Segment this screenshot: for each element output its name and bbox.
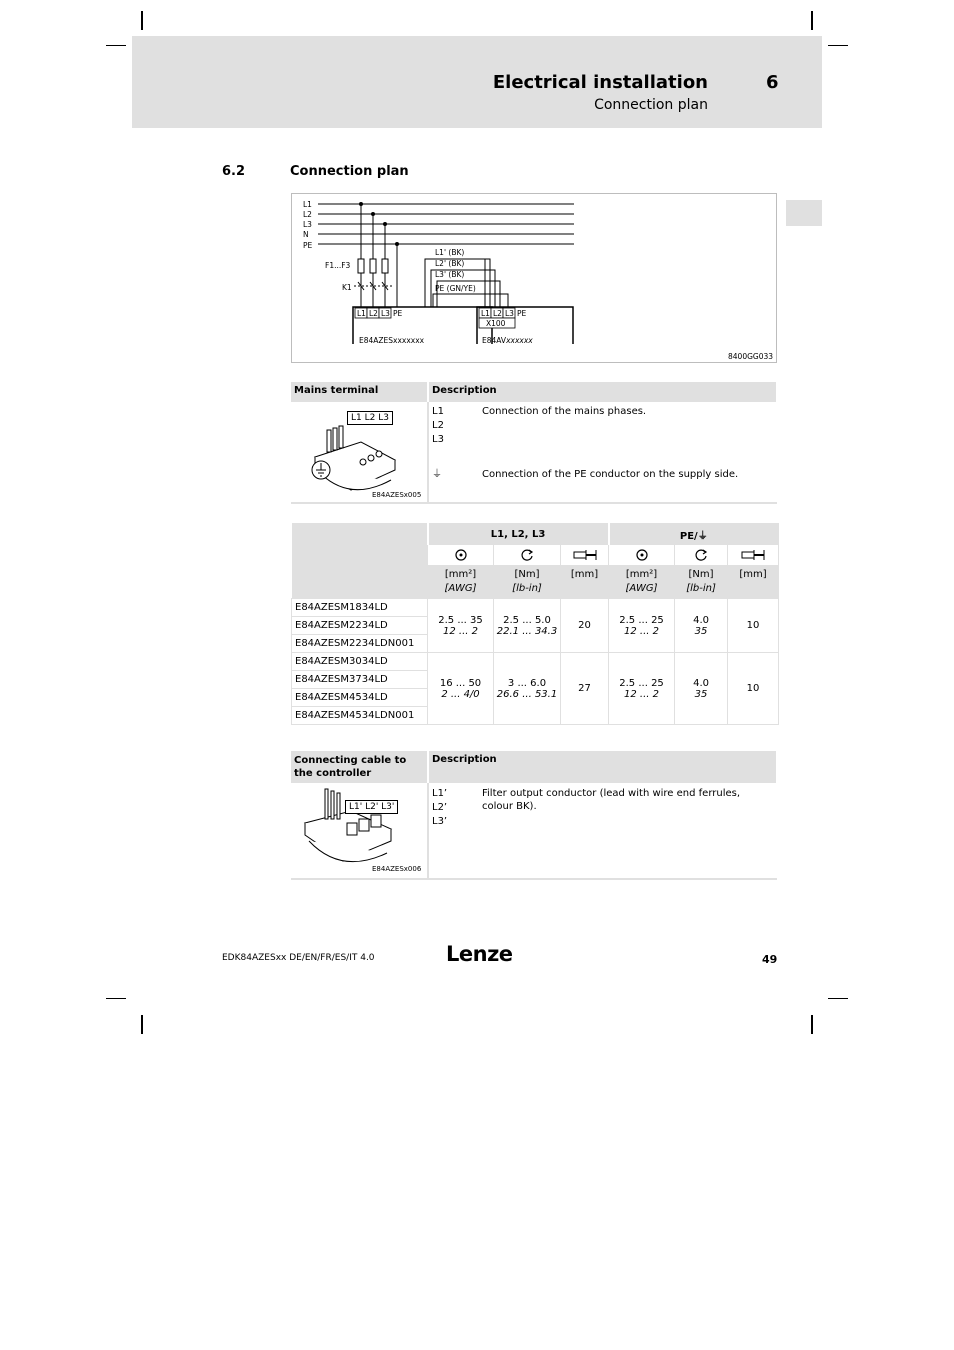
filter-name: E84AZESxxxxxxx bbox=[359, 336, 425, 345]
inverter-terminal-label: L3 bbox=[505, 309, 514, 318]
terminal-description: Connection of the PE conductor on the supply side. bbox=[482, 469, 739, 480]
chapter-number: 6 bbox=[766, 72, 779, 93]
spec-value: 3 ... 6.0 26.6 ... 53.1 bbox=[494, 653, 561, 725]
spec-value: 16 ... 50 2 ... 4/0 bbox=[428, 653, 494, 725]
spec-value: 10 bbox=[728, 653, 779, 725]
terminal-designations: L1’ L2’ L3’ bbox=[432, 788, 448, 827]
spec-value: 27 bbox=[561, 653, 609, 725]
unit-cell: [mm²] [AWG] bbox=[609, 566, 675, 599]
model-name: E84AZESM3034LD bbox=[292, 653, 428, 671]
line-label: L1 bbox=[303, 200, 312, 209]
inverter-name: E84AVxxxxxx bbox=[482, 336, 533, 345]
spec-value: 2.5 ... 25 12 ... 2 bbox=[609, 653, 675, 725]
model-name: E84AZESM4534LDN001 bbox=[292, 707, 428, 725]
conductor-label: L3' (BK) bbox=[435, 270, 465, 279]
model-name: E84AZESM1834LD bbox=[292, 599, 428, 617]
image-code: E84AZESx005 bbox=[372, 491, 422, 499]
chapter-subtitle: Connection plan bbox=[594, 97, 708, 113]
terminal-designations: L1 L2 L3 bbox=[432, 406, 444, 445]
chapter-side-tab bbox=[786, 200, 822, 226]
image-code: E84AZESx006 bbox=[372, 865, 422, 873]
line-label: L3 bbox=[303, 220, 312, 229]
torque-icon bbox=[494, 545, 561, 566]
line-label: L2 bbox=[303, 210, 312, 219]
cable-illustration bbox=[291, 783, 425, 875]
filter-terminal-label: L3 bbox=[381, 309, 390, 318]
unit-cell: [mm²] [AWG] bbox=[428, 566, 494, 599]
filter-terminal-label: L1 bbox=[357, 309, 366, 318]
torque-icon bbox=[675, 545, 728, 566]
column-header: Description bbox=[428, 751, 777, 783]
spec-value: 2.5 ... 35 12 ... 2 bbox=[428, 599, 494, 653]
crop-mark bbox=[811, 1015, 813, 1034]
header-band bbox=[132, 36, 822, 128]
terminal-description: Filter output conductor (lead with wire end ferrules, colour BK). bbox=[482, 788, 741, 812]
spec-value: 2.5 ... 25 12 ... 2 bbox=[609, 599, 675, 653]
cross-section-icon bbox=[428, 545, 494, 566]
model-name: E84AZESM4534LD bbox=[292, 689, 428, 707]
terminal-image-label: L1 L2 L3 bbox=[347, 411, 393, 425]
unit-cell: [mm] bbox=[561, 566, 609, 599]
section-title: Connection plan bbox=[290, 164, 409, 179]
strip-length-icon bbox=[561, 545, 609, 566]
line-label: PE bbox=[303, 241, 313, 250]
spec-value: 4.0 35 bbox=[675, 653, 728, 725]
cross-section-icon bbox=[609, 545, 675, 566]
conductor-label: PE (GN/YE) bbox=[435, 284, 476, 293]
unit-cell: [mm] bbox=[728, 566, 779, 599]
crop-mark bbox=[828, 45, 848, 46]
inverter-connector-label: X100 bbox=[486, 319, 506, 328]
spec-value: 10 bbox=[728, 599, 779, 653]
contactor-label: K1 bbox=[342, 283, 352, 292]
group-header: PE/⏚ bbox=[609, 524, 779, 545]
model-name: E84AZESM2234LD bbox=[292, 617, 428, 635]
group-header: L1, L2, L3 bbox=[428, 524, 609, 545]
chapter-title: Electrical installation bbox=[492, 72, 708, 93]
spec-corner-cell bbox=[292, 524, 428, 599]
crop-mark bbox=[141, 11, 143, 30]
inverter-terminal-label: L2 bbox=[493, 309, 502, 318]
model-name: E84AZESM3734LD bbox=[292, 671, 428, 689]
pe-ground-icon: ⏚ bbox=[432, 469, 442, 480]
unit-cell: [Nm] [lb-in] bbox=[494, 566, 561, 599]
cable-table bbox=[291, 751, 778, 880]
cable-image-label: L1' L2' L3' bbox=[345, 800, 398, 814]
description-cell bbox=[428, 783, 777, 879]
line-label: N bbox=[303, 230, 309, 239]
spec-value: 20 bbox=[561, 599, 609, 653]
section-number: 6.2 bbox=[222, 164, 246, 179]
mains-terminal-table bbox=[291, 382, 778, 504]
spec-value: 2.5 ... 5.0 22.1 ... 34.3 bbox=[494, 599, 561, 653]
document-id: EDK84AZESxx DE/EN/FR/ES/IT 4.0 bbox=[222, 953, 375, 963]
column-header: Description bbox=[428, 382, 777, 402]
crop-mark bbox=[106, 45, 126, 46]
conductor-label: L1' (BK) bbox=[435, 248, 465, 257]
fuse-label: F1...F3 bbox=[325, 261, 351, 270]
crop-mark bbox=[106, 998, 126, 999]
wiring-schematic bbox=[292, 194, 778, 364]
inverter-terminal-label: PE bbox=[517, 309, 527, 318]
connection-diagram bbox=[291, 193, 777, 363]
model-name: E84AZESM2234LDN001 bbox=[292, 635, 428, 653]
column-header: Connecting cable to the controller bbox=[291, 751, 428, 783]
strip-length-icon bbox=[728, 545, 779, 566]
column-header: Mains terminal bbox=[291, 382, 428, 402]
terminal-image-cell bbox=[291, 402, 428, 503]
figure-code: 8400GG033 bbox=[728, 352, 774, 361]
filter-terminal-label: L2 bbox=[369, 309, 378, 318]
cable-image-cell bbox=[291, 783, 428, 879]
conductor-label: L2' (BK) bbox=[435, 259, 465, 268]
filter-terminal-label: PE bbox=[393, 309, 403, 318]
crop-mark bbox=[828, 998, 848, 999]
description-cell bbox=[428, 402, 777, 503]
page-number: 49 bbox=[762, 953, 778, 966]
crop-mark bbox=[141, 1015, 143, 1034]
unit-cell: [Nm] [lb-in] bbox=[675, 566, 728, 599]
terminal-description: Connection of the mains phases. bbox=[482, 406, 647, 417]
inverter-terminal-label: L1 bbox=[481, 309, 490, 318]
terminal-spec-table bbox=[291, 523, 779, 725]
spec-value: 4.0 35 bbox=[675, 599, 728, 653]
lenze-logo: Lenze bbox=[446, 942, 513, 966]
crop-mark bbox=[811, 11, 813, 30]
